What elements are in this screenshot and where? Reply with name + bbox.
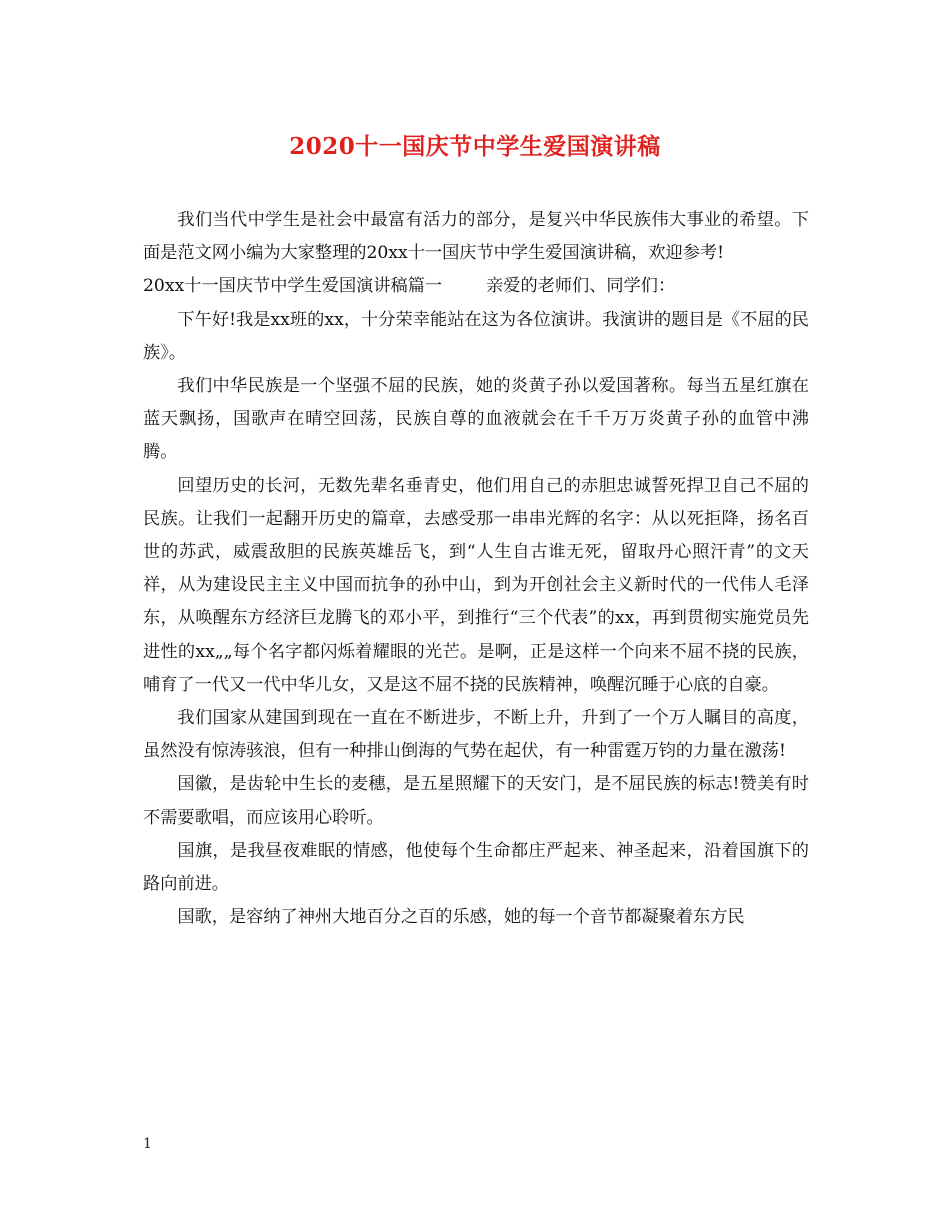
paragraph: 我们中华民族是一个坚强不屈的民族，她的炎黄子孙以爱国著称。每当五星红旗在蓝天飘扬，国歌声在晴空回荡，民族自尊的血液就会在千千万万炎黄子孙的血管中沸腾。 (143, 376, 809, 463)
paragraph: 国歌，是容纳了神州大地百分之百的乐感，她的每一个音节都凝聚着东方民 (177, 907, 745, 928)
document-body (143, 204, 809, 934)
paragraph: 国徽，是齿轮中生长的麦穗，是五星照耀下的天安门，是不屈民族的标志!赞美有时不需要歌唱，而应该用心聆听。 (143, 774, 809, 828)
salutation: 亲爱的老师们、同学们： (486, 276, 676, 297)
paragraph: 回望历史的长河，无数先辈名垂青史，他们用自己的赤胆忠诚誓死捍卫自己不屈的民族。让我们一起翻开历史的篇章，去感受那一串串光辉的名字：从以死拒降，扬名百世的苏武，威震敌胆的民族英雄岳飞，到“人生自古谁无死，留取丹心照汗青”的文天祥，从为建设民主主义中国而抗争的孙中山，到为开创社会主义新时代的一代伟人毛泽东，从唤醒东方经济巨龙腾飞的邓小平，到推行“三个代表”的xx，再到贯彻实施党员先进性的xx„„每个名字都闪烁着耀眼的光芒。是啊，正是这样一个向来不屈不挠的民族，哺育了一代又一代中华儿女，又是这不屈不挠的民族精神，唤醒沉睡于心底的自豪。 (143, 475, 809, 695)
section-heading-line (143, 270, 809, 303)
page-number: 1 (143, 1136, 152, 1152)
paragraph: 我们国家从建国到现在一直在不断进步，不断上升，升到了一个万人瞩目的高度，虽然没有惊涛骇浪，但有一种排山倒海的气势在起伏，有一种雷霆万钧的力量在激荡! (143, 708, 809, 762)
paragraph: 国旗，是我昼夜难眠的情感，他使每个生命都庄严起来、神圣起来，沿着国旗下的路向前进。 (143, 840, 809, 895)
paragraph-greeting: 下午好!我是xx班的xx，十分荣幸能站在这为各位演讲。我演讲的题目是《不屈的民族》。 (143, 309, 809, 363)
paragraph-intro: 我们当代中学生是社会中最富有活力的部分，是复兴中华民族伟大事业的希望。下面是范文网小编为大家整理的20xx十一国庆节中学生爱国演讲稿，欢迎参考! (143, 210, 809, 264)
section-heading: 20xx十一国庆节中学生爱国演讲稿篇一 (143, 276, 443, 297)
document-title: 2020十一国庆节中学生爱国演讲稿 (289, 133, 661, 160)
